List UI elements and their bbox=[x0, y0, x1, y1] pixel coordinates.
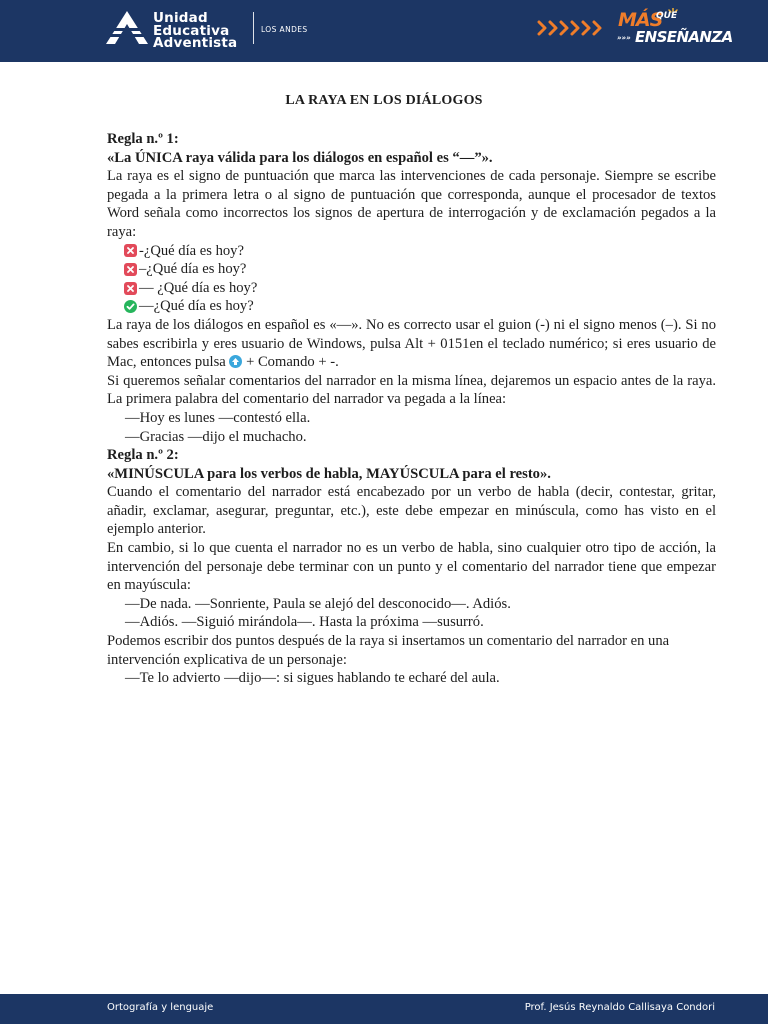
keyboard-text: La raya de los diálogos en español es «—». No es correcto usar el guion (-) ni el signo menos (–). Si no sabes escribirla y eres usuario de Windows, pulsa Alt + 0151en el teclado numérico; si eres usuario de Mac, entonces pulsa bbox=[107, 316, 716, 371]
brand-que: QUE bbox=[656, 11, 678, 21]
school-name-line2: Educativa bbox=[153, 22, 230, 39]
rule2-paragraph-action: En cambio, si lo que cuenta el narrador no es un verbo de habla, sino cualquier otro tipo de acción, la intervención del personaje debe terminar con un punto y el comentario del narrador tiene que empezar en mayúscula: bbox=[107, 540, 716, 594]
school-name-line1: Unidad bbox=[153, 10, 208, 26]
rule1-keyboard-paragraph bbox=[107, 316, 716, 372]
rule1-paragraph: La raya es el signo de puntuación que marca las intervenciones de cada personaje. Siempre se escribe pegada a la primera letra o al signo de puntuación que corresponda, aunque el procesador de textos Word señala como incorrectos los signos de apertura de interrogación y de exclamación pegados a la raya: bbox=[107, 168, 716, 240]
example-item bbox=[107, 260, 716, 279]
brand-arrows: »»» bbox=[617, 34, 631, 42]
rule2-paragraph-colon: Podemos escribir dos puntos después de la raya si insertamos un comentario del narrador en una intervención explicativa de un personaje: bbox=[107, 633, 670, 668]
page-footer bbox=[0, 994, 768, 1024]
dialog-line: —Te lo advierto —dijo—: si sigues hablando te echaré del aula. bbox=[125, 670, 500, 687]
cross-icon bbox=[124, 244, 137, 257]
campus-name: LOS ANDES bbox=[261, 25, 308, 34]
rule2-subtitle: «MINÚSCULA para los verbos de habla, MAYÚSCULA para el resto». bbox=[107, 465, 551, 482]
page-title: LA RAYA EN LOS DIÁLOGOS bbox=[285, 93, 483, 108]
brand-mas: MÁS bbox=[618, 9, 663, 31]
example-item bbox=[107, 297, 716, 316]
dialog-line: —De nada. —Sonriente, Paula se alejó del desconocido—. Adiós. bbox=[125, 595, 511, 612]
example-item bbox=[107, 279, 716, 298]
school-name-line3: Adventista bbox=[153, 35, 238, 51]
dialog-line: —Hoy es lunes —contestó ella. bbox=[125, 409, 311, 426]
footer-subject: Ortografía y lenguaje bbox=[107, 1002, 214, 1013]
rule1-heading: Regla n.º 1: bbox=[107, 131, 179, 147]
shift-arrow-icon bbox=[229, 355, 242, 368]
rule1-subtitle: «La ÚNICA raya válida para los diálogos en español es “—”». bbox=[107, 149, 493, 166]
brand-logo bbox=[617, 9, 733, 50]
rule1-paragraph-narrator: Si queremos señalar comentarios del narrador en la misma línea, dejaremos un espacio antes de la raya. La primera palabra del comentario del narrador va pegada a la línea: bbox=[107, 372, 716, 408]
example-text: –¿Qué día es hoy? bbox=[139, 261, 247, 278]
example-item bbox=[107, 242, 716, 261]
school-name bbox=[153, 12, 237, 50]
rule2-paragraph: Cuando el comentario del narrador está encabezado por un verbo de habla (decir, contestar, gritar, añadir, exclamar, asegurar, preguntar, etc.), este debe empezar en minúscula, como has visto en el ejemplo anterior. bbox=[107, 484, 716, 538]
brand-ensenanza: ENSEÑANZA bbox=[635, 28, 733, 46]
rule2-heading: Regla n.º 2: bbox=[107, 447, 179, 464]
dialog-line: —Adiós. —Siguió mirándola—. Hasta la próxima —susurró. bbox=[125, 614, 484, 631]
keyboard-combo: + Comando + -. bbox=[246, 354, 339, 371]
check-icon bbox=[124, 300, 137, 313]
cross-icon bbox=[124, 263, 137, 276]
example-text: — ¿Qué día es hoy? bbox=[139, 279, 258, 296]
cross-icon bbox=[124, 282, 137, 295]
example-text: —¿Qué día es hoy? bbox=[139, 298, 254, 315]
page-header bbox=[0, 0, 768, 62]
document-body bbox=[107, 130, 716, 688]
header-divider bbox=[253, 12, 254, 44]
example-text: -¿Qué día es hoy? bbox=[139, 242, 244, 259]
dialog-line: —Gracias —dijo el muchacho. bbox=[125, 428, 307, 445]
school-logo-icon bbox=[106, 11, 148, 44]
footer-author: Prof. Jesús Reynaldo Callisaya Condori bbox=[524, 1002, 715, 1013]
chevrons-icon bbox=[537, 15, 603, 41]
